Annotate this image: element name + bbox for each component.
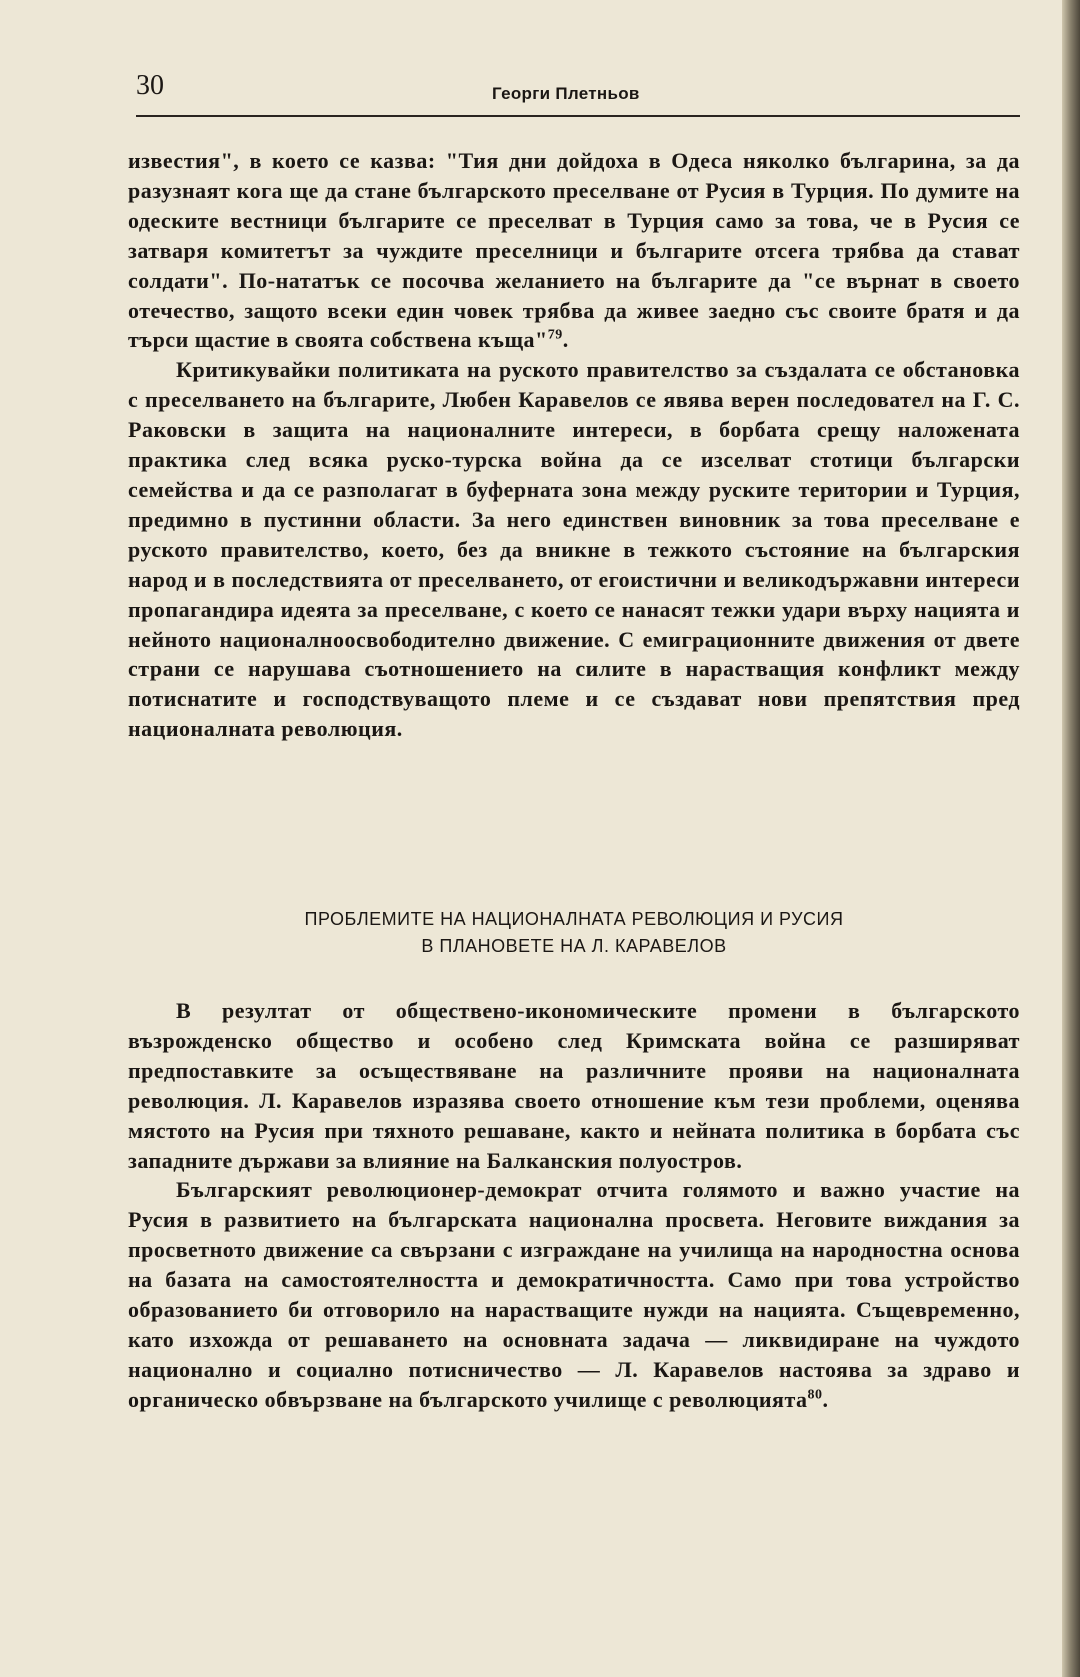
footnote-ref: 80 (807, 1387, 823, 1403)
page-number: 30 (136, 70, 164, 101)
paragraph: В резултат от обществено-икономическите промени в българското възрожденско общество и особено след Кримската война се разширяват предпоставките за осъществяване на различните прояви на националната революция. Л. Каравелов изразява своето отношение към тези проблеми, оценява мястото на Русия при тяхното решаване, както и нейната политика в борбата със западните държави за влияние на Балканския полуостров. (128, 998, 1020, 1173)
running-head-author: Георги Плетньов (492, 84, 640, 103)
paragraph-text: известия", в което се казва: "Тия дни дойдоха в Одеса няколко българина, за да разузнаят кога ще да стане българското преселване от Русия в Турция. По думите на одеските вестници българите се преселват в Турция само за това, че в Русия се затваря комитетът за чуждите преселници и българите отсега трябва да стават солдати". По-нататък се посочва желанието на българите да "се върнат в своето отечество, защото всеки един човек трябва да живее заедно със своите братя и да търси щастие в своята собствена къща" (128, 148, 1020, 353)
header-rule (136, 115, 1020, 117)
section-heading-line: В ПЛАНОВЕТЕ НА Л. КАРАВЕЛОВ (421, 936, 727, 956)
paragraph (128, 1175, 1020, 1414)
body-text-top (128, 146, 1020, 744)
body-text-bottom (128, 996, 1020, 1415)
section-heading (128, 906, 1020, 960)
paragraph-end: . (822, 1386, 829, 1412)
book-spine-edge (1062, 0, 1080, 1677)
page-header (136, 68, 1020, 118)
footnote-ref: 79 (547, 328, 563, 344)
paragraph: Критикувайки политиката на руското правителство за създалата се обстановка с преселването на българите, Любен Каравелов се явява верен последовател на Г. С. Раковски в защита на националните интереси, в борбата срещу наложената практика след всяка руско-турска война да се изселват стотици български семейства и да се разполагат в буферната зона между руските територии и Турция, предимно в пустинни области. За него единствен виновник за това преселване е руското правителство, което, без да вникне в тежкото състояние на българския народ и в последствията от преселването, от егоистични и великодържавни интереси пропагандира идеята за преселване, с което се нанасят тежки удари върху нацията и нейното националноосвободително движение. С емиграционните движения от двете страни се нарушава съотношението на силите в нарастващия конфликт между потиснатите и господствуващото племе и се създават нови препятствия пред националната революция. (128, 357, 1020, 742)
paragraph-text: Българският революционер-демократ отчита голямото и важно участие на Русия в развитието на българската национална просвета. Неговите виждания за просветното движение са свързани с изграждане на училища на народностна основа на базата на самостоятелността и демократичността. Само при това устройство образованието би отговорило на нарастващите нужди на нацията. Същевременно, като изхожда от решаването на основната задача — ликвидиране на чуждото национално и социално потисничество — Л. Каравелов настоява за здраво и органическо обвързване на българското училище с революцията (128, 1177, 1020, 1412)
paragraph-continued (128, 146, 1020, 355)
section-heading-line: ПРОБЛЕМИТЕ НА НАЦИОНАЛНАТА РЕВОЛЮЦИЯ И РУСИЯ (304, 909, 844, 929)
paragraph-end: . (562, 327, 569, 353)
